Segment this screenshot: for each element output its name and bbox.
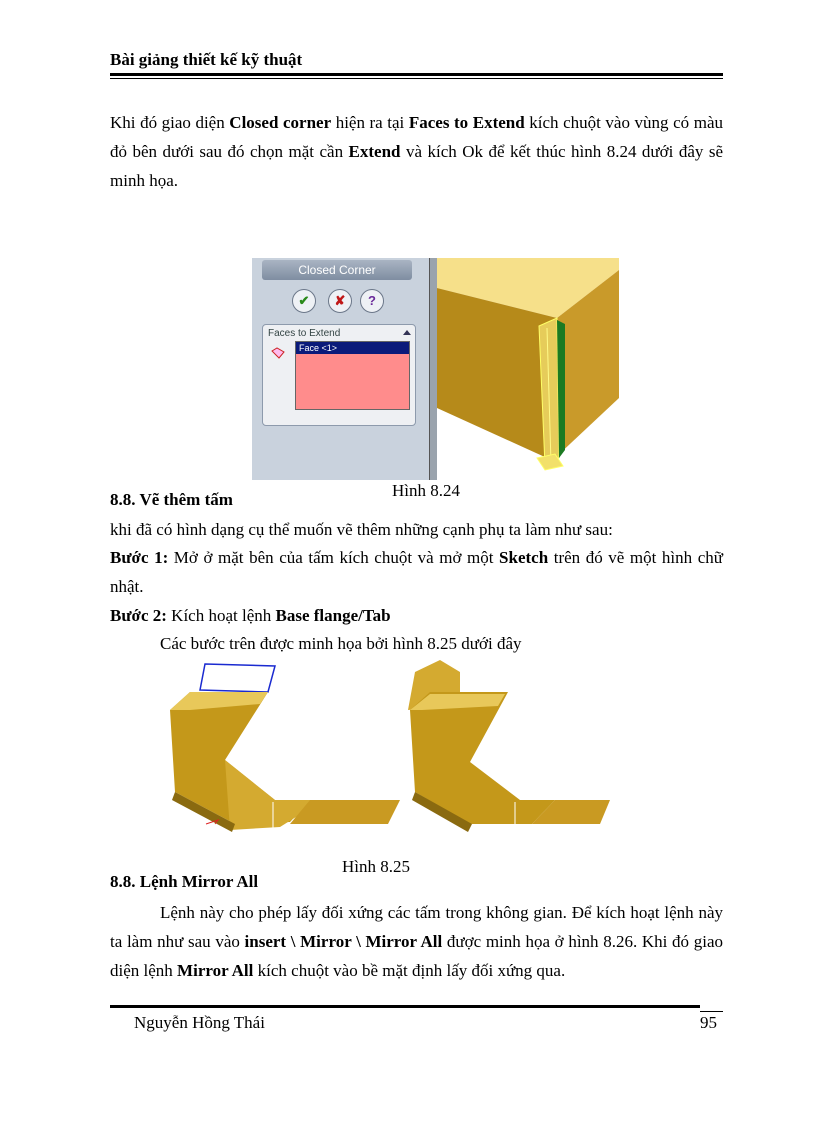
help-button[interactable]: ? — [360, 289, 384, 313]
step1-paragraph: Bước 1: Mở ở mặt bên của tấm kích chuột và mở một Sketch trên đó vẽ một hình chữ nhật. — [110, 548, 723, 596]
page-number: 95 — [700, 1013, 717, 1032]
ok-button[interactable]: ✔ — [292, 289, 316, 313]
dialog-title: Closed Corner — [262, 260, 412, 280]
closed-corner-panel — [252, 258, 430, 480]
section1-paragraph: khi đã có hình dạng cụ thể muốn vẽ thêm những cạnh phụ ta làm như sau: — [110, 520, 613, 539]
closed-corner-model — [437, 258, 619, 480]
running-header: Bài giảng thiết kế kỹ thuật — [110, 50, 303, 69]
footer-rule-thin — [700, 1011, 723, 1012]
figure-caption-8-25: Hình 8.25 — [342, 857, 410, 876]
figure-caption-8-24: Hình 8.24 — [392, 481, 460, 500]
header-rule-thick — [110, 73, 723, 76]
collapse-arrow-icon[interactable] — [403, 330, 411, 335]
section-heading-mirror-all: 8.8. Lệnh Mirror All — [110, 872, 259, 891]
footer-rule-thick — [110, 1005, 700, 1008]
header-rule-thin — [110, 78, 723, 79]
faces-to-extend-group — [262, 324, 416, 426]
intro-paragraph: Khi đó giao diện Closed corner hiện ra tại Faces to Extend kích chuột vào vùng có màu đỏ bên dưới sau đó chọn mặt cần Extend và kích Ok để kết thúc hình 8.24 dưới đây sẽ minh họa. — [110, 113, 723, 190]
footer-author: Nguyễn Hồng Thái — [134, 1013, 265, 1032]
figure-intro-text: Các bước trên được minh họa bởi hình 8.25 dưới đây — [160, 634, 522, 653]
section-heading-ve-them-tam: 8.8. Vẽ thêm tấm — [110, 490, 233, 509]
faces-to-extend-label: Faces to Extend — [268, 328, 341, 339]
faces-list[interactable] — [295, 341, 410, 410]
mirror-all-paragraph: Lệnh này cho phép lấy đối xứng các tấm trong không gian. Để kích hoạt lệnh này ta làm như sau vào insert \ Mirror \ Mirror All được minh họa ở hình 8.26. Khi đó giao diện lệnh Mirror All kích chuột vào bề mặt định lấy đối xứng qua. — [110, 903, 723, 980]
base-flange-figure — [160, 652, 620, 852]
face-list-item[interactable]: Face <1> — [296, 342, 409, 354]
cancel-button[interactable]: ✘ — [328, 289, 352, 313]
face-select-icon — [271, 347, 285, 359]
step2-paragraph: Bước 2: Kích hoạt lệnh Base flange/Tab — [110, 606, 391, 625]
